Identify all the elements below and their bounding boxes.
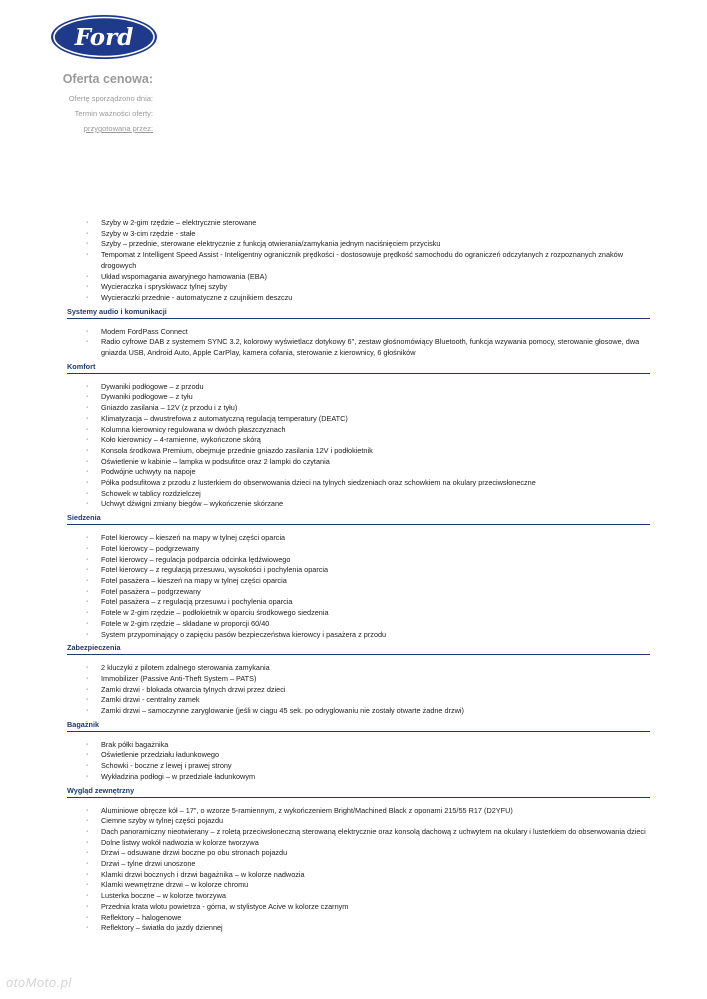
list-item: ▪ Ciemne szyby w tylnej części pojazdu xyxy=(67,816,650,827)
section-header: Wygląd zewnętrzny xyxy=(67,786,650,798)
list-item: ▪ Drzwi – odsuwane drzwi boczne po obu stronach pojazdu xyxy=(67,848,650,859)
list-item: ▪ Reflektory – światła do jazdy dziennej xyxy=(67,923,650,934)
list-item: ▪ 2 kluczyki z pilotem zdalnego sterowania zamykania xyxy=(67,663,650,674)
list-item: ▪ Zamki drzwi – samoczynne zaryglowanie (jeśli w ciągu 45 sek. po odryglowaniu nie zostały otwarte żadne drzwi) xyxy=(67,706,650,717)
list-item: ▪ Oświetlenie w kabinie – lampka w podsufitce oraz 2 lampki do czytania xyxy=(67,457,650,468)
list-item: ▪ Schowek w tablicy rozdzielczej xyxy=(67,489,650,500)
list-item: ▪ Zamki drzwi - centralny zamek xyxy=(67,695,650,706)
feature-list xyxy=(67,663,650,717)
list-item: ▪ Schowki - boczne z lewej i prawej strony xyxy=(67,761,650,772)
list-item: ▪ Dywaniki podłogowe – z przodu xyxy=(67,382,650,393)
list-item: ▪ Gniazdo zasilania – 12V (z przodu i z tyłu) xyxy=(67,403,650,414)
list-item: ▪ Dolne listwy wokół nadwozia w kolorze tworzywa xyxy=(67,838,650,849)
feature-list xyxy=(67,382,650,510)
feature-list xyxy=(67,327,650,359)
list-item: ▪ Szyby w 3-cim rzędzie - stałe xyxy=(67,229,650,240)
list-item: ▪ Fotel pasażera – kieszeń na mapy w tylnej części oparcia xyxy=(67,576,650,587)
list-item: ▪ Szyby w 2-gim rzędzie – elektrycznie sterowane xyxy=(67,218,650,229)
list-item: ▪ Brak półki bagażnika xyxy=(67,740,650,751)
list-item: ▪ Tempomat z Intelligent Speed Assist - Inteligentny ogranicznik prędkości - dostosowuje prędkość samochodu do ograniczeń odczytanych z rozpoznanych znaków drogowych xyxy=(67,250,650,271)
list-item: ▪ Wykładzina podłogi – w przedziale ładunkowym xyxy=(67,772,650,783)
list-item: ▪ Lusterka boczne – w kolorze tworzywa xyxy=(67,891,650,902)
list-item: ▪ Układ wspomagania awaryjnego hamowania (EBA) xyxy=(67,272,650,283)
list-item: ▪ Immobilizer (Passive Anti-Theft System – PATS) xyxy=(67,674,650,685)
offer-header xyxy=(40,72,153,136)
offer-validity-label: Termin ważności oferty: xyxy=(74,109,153,118)
section-header: Systemy audio i komunikacji xyxy=(67,307,650,319)
list-item: ▪ Fotele w 2-gim rzędzie – składane w proporcji 60/40 xyxy=(67,619,650,630)
list-item: ▪ Szyby – przednie, sterowane elektrycznie z funkcją otwierania/zamykania jednym naciśnięciem przycisku xyxy=(67,239,650,250)
svg-text:Ford: Ford xyxy=(74,24,134,51)
offer-prepared-label: przygotowana przez: xyxy=(83,124,153,133)
section-header: Zabezpieczenia xyxy=(67,643,650,655)
list-item: ▪ System przypominający o zapięciu pasów bezpieczeństwa kierowcy i pasażera z przodu xyxy=(67,630,650,641)
list-item: ▪ Półka podsufitowa z przodu z lusterkiem do obserwowania dzieci na tylnych siedzeniach oraz schowkiem na okulary przeciwsłoneczne xyxy=(67,478,650,489)
list-item: ▪ Wycieraczki przednie - automatyczne z czujnikiem deszczu xyxy=(67,293,650,304)
section-header: Komfort xyxy=(67,362,650,374)
list-item: ▪ Uchwyt dźwigni zmiany biegów – wykończenie skórzane xyxy=(67,499,650,510)
list-item: ▪ Fotel kierowcy – z regulacją przesuwu, wysokości i pochylenia oparcia xyxy=(67,565,650,576)
watermark: otoMoto.pl xyxy=(6,975,72,990)
list-item: ▪ Fotel kierowcy – regulacja podparcia odcinka lędźwiowego xyxy=(67,555,650,566)
list-item: ▪ Dywaniki podłogowe – z tyłu xyxy=(67,392,650,403)
offer-date-label: Ofertę sporządzono dnia: xyxy=(68,94,153,103)
list-item: ▪ Reflektory – halogenowe xyxy=(67,913,650,924)
equipment-list xyxy=(67,218,650,937)
list-item: ▪ Fotel pasażera – z regulacją przesuwu i pochylenia oparcia xyxy=(67,597,650,608)
section-header: Bagażnik xyxy=(67,720,650,732)
list-item: ▪ Aluminiowe obręcze kół – 17", o wzorze 5-ramiennym, z wykończeniem Bright/Machined Black z oponami 215/55 R17 (D2YFU) xyxy=(67,806,650,817)
ford-logo xyxy=(50,14,158,60)
list-item: ▪ Kolumna kierownicy regulowana w dwóch płaszczyznach xyxy=(67,425,650,436)
list-item: ▪ Podwójne uchwyty na napoje xyxy=(67,467,650,478)
list-item: ▪ Oświetlenie przedziału ładunkowego xyxy=(67,750,650,761)
list-item: ▪ Drzwi – tylne drzwi unoszone xyxy=(67,859,650,870)
feature-list xyxy=(67,806,650,934)
list-item: ▪ Klamki wewnętrzne drzwi – w kolorze chromu xyxy=(67,880,650,891)
list-item: ▪ Fotele w 2-gim rzędzie – podłokietnik w oparciu środkowego siedzenia xyxy=(67,608,650,619)
feature-list xyxy=(67,218,650,304)
list-item: ▪ Koło kierownicy – 4-ramienne, wykończone skórą xyxy=(67,435,650,446)
list-item: ▪ Przednia krata wlotu powietrza - górna, w stylistyce Acive w kolorze czarnym xyxy=(67,902,650,913)
list-item: ▪ Konsola środkowa Premium, obejmuje przednie gniazdo zasilania 12V i podłokietnik xyxy=(67,446,650,457)
section-header: Siedzenia xyxy=(67,513,650,525)
feature-list xyxy=(67,740,650,783)
list-item: ▪ Dach panoramiczny nieotwierany – z roletą przeciwsłoneczną sterowaną elektrycznie oraz konsolą dachową z uchwytem na okulary i lusterkiem do obserwowania dzieci xyxy=(67,827,650,838)
list-item: ▪ Fotel kierowcy – kieszeń na mapy w tylnej części oparcia xyxy=(67,533,650,544)
list-item: ▪ Fotel kierowcy – podgrzewany xyxy=(67,544,650,555)
offer-title: Oferta cenowa: xyxy=(62,72,153,86)
list-item: ▪ Zamki drzwi - blokada otwarcia tylnych drzwi przez dzieci xyxy=(67,685,650,696)
feature-list xyxy=(67,533,650,640)
list-item: ▪ Klamki drzwi bocznych i drzwi bagażnika – w kolorze nadwozia xyxy=(67,870,650,881)
list-item: ▪ Radio cyfrowe DAB z systemem SYNC 3.2, kolorowy wyświetlacz dotykowy 6", zestaw głośnomówiący Bluetooth, funkcja wzywania pomocy, sterowanie głosowe, dwa gniazda USB, Android Auto, Apple CarPlay, kamera cofania, sterowanie z kierownicy, 6 głośników xyxy=(67,337,650,358)
list-item: ▪ Klimatyzacja – dwustrefowa z automatyczną regulacją temperatury (DEATC) xyxy=(67,414,650,425)
list-item: ▪ Modem FordPass Connect xyxy=(67,327,650,338)
list-item: ▪ Wycieraczka i spryskiwacz tylnej szyby xyxy=(67,282,650,293)
list-item: ▪ Fotel pasażera – podgrzewany xyxy=(67,587,650,598)
